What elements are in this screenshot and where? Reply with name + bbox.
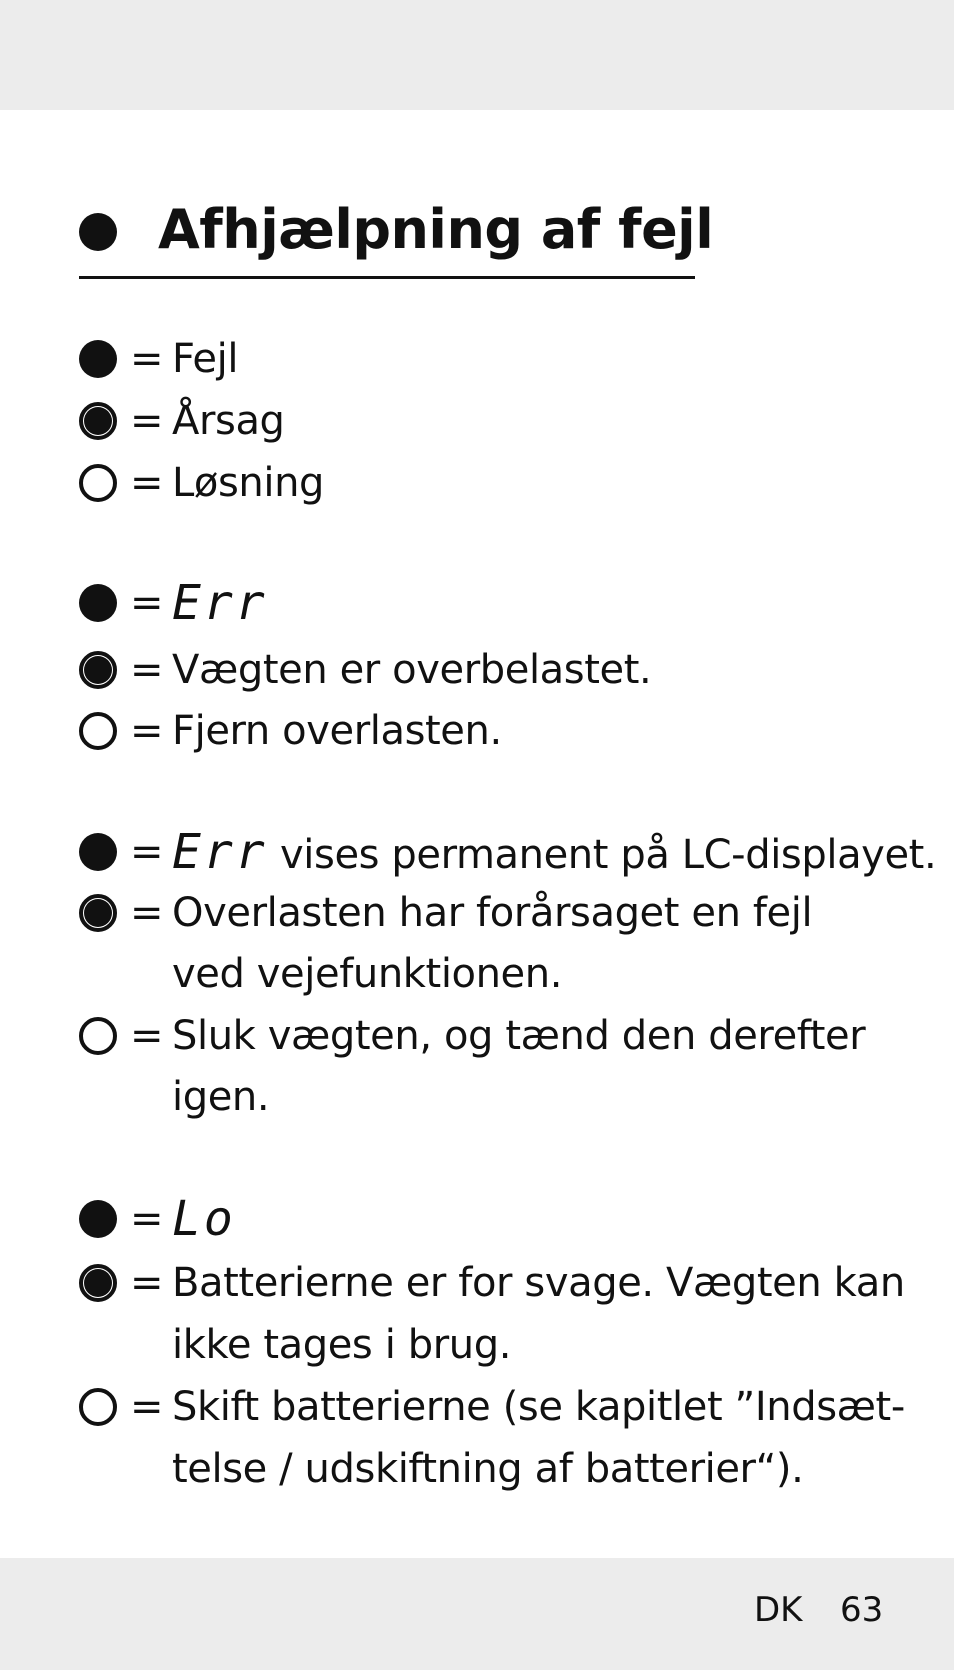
- fault-line: [172, 1190, 236, 1251]
- section-heading: [79, 196, 714, 279]
- equals-sign: =: [130, 708, 164, 754]
- fault-icon: [79, 340, 117, 378]
- language-code: DK: [754, 1590, 803, 1630]
- cause-icon: [79, 894, 117, 932]
- fix-text: telse / udskiftning af batterier“).: [172, 1446, 804, 1492]
- equals-sign: =: [130, 890, 164, 936]
- cause-text: Batterierne er for svage. Vægten kan: [172, 1260, 905, 1306]
- fault-text: vises permanent på LC-displayet.: [280, 832, 937, 878]
- equals-sign: =: [130, 398, 164, 444]
- cause-icon: [79, 402, 117, 440]
- bottom-margin-band: [0, 1558, 954, 1670]
- fault-line: [172, 574, 268, 635]
- equals-sign: =: [130, 829, 164, 875]
- fix-text: Sluk vægten, og tænd den derefter: [172, 1013, 866, 1059]
- fault-icon: [79, 584, 117, 622]
- equals-sign: =: [130, 460, 164, 506]
- fix-text: igen.: [172, 1074, 270, 1120]
- page-title: Afhjælpning af fejl: [158, 198, 714, 261]
- cause-icon: [79, 1264, 117, 1302]
- fault-icon: [79, 833, 117, 871]
- solution-icon: [79, 712, 117, 750]
- equals-sign: =: [130, 580, 164, 626]
- bullet-icon: [79, 213, 117, 251]
- equals-sign: =: [130, 1013, 164, 1059]
- equals-sign: =: [130, 1260, 164, 1306]
- fault-icon: [79, 1200, 117, 1238]
- cause-icon: [79, 651, 117, 689]
- fix-text: Fjern overlasten.: [172, 708, 502, 754]
- solution-icon: [79, 1388, 117, 1426]
- fix-text: Skift batterierne (se kapitlet ”Indsæt-: [172, 1384, 905, 1430]
- legend-fault-label: Fejl: [172, 336, 239, 382]
- solution-icon: [79, 1017, 117, 1055]
- cause-text: Overlasten har forårsaget en fejl: [172, 890, 813, 936]
- equals-sign: =: [130, 1384, 164, 1430]
- legend-cause-label: Årsag: [172, 398, 285, 444]
- lcd-error-code: Err: [172, 575, 268, 631]
- top-margin-band: [0, 0, 954, 110]
- legend-fix-label: Løsning: [172, 460, 325, 506]
- cause-text: ikke tages i brug.: [172, 1322, 512, 1368]
- page-number: 63: [840, 1590, 884, 1630]
- solution-icon: [79, 464, 117, 502]
- cause-text: ved vejefunktionen.: [172, 951, 563, 997]
- cause-text: Vægten er overbelastet.: [172, 647, 652, 693]
- equals-sign: =: [130, 1196, 164, 1242]
- equals-sign: =: [130, 647, 164, 693]
- lcd-error-code: Err: [172, 824, 268, 880]
- equals-sign: =: [130, 336, 164, 382]
- fault-line: [172, 823, 936, 884]
- lcd-error-code: Lo: [172, 1191, 236, 1247]
